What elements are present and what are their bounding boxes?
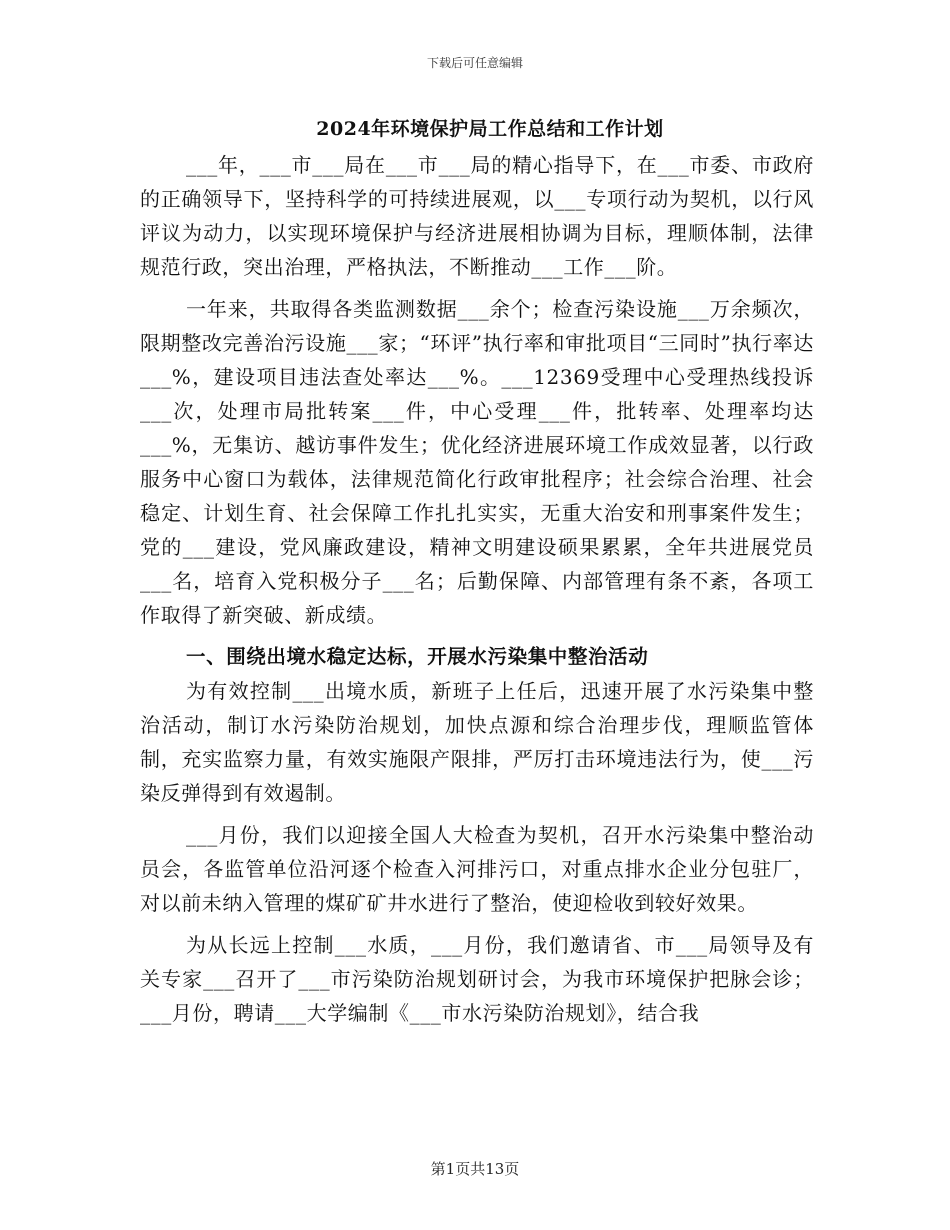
paragraph-intro: ___年，___市___局在___市___局的精心指导下，在___市委、市政府的正确领导下，坚持科学的可持续进展观，以___专项行动为契机，以行风评议为动力，以实现环境保护与经济进展相协调为目标，理顺体制，法律规范行政，突出治理，严格执法，不断推动___工作___阶。 xyxy=(140,153,814,279)
section-heading-1: 一、围绕出境水稳定达标，开展水污染集中整治活动 xyxy=(186,645,649,668)
document-body xyxy=(140,148,814,1030)
paragraph-planning: 为从长远上控制___水质，___月份，我们邀请省、市___局领导及有关专家___召开了___市污染防治规划研讨会，为我市环境保护把脉会诊；___月份，聘请___大学编制《___市水污染防治规划》，结合我 xyxy=(140,933,814,1025)
paragraph-inspection: ___月份，我们以迎接全国人大检查为契机，召开水污染集中整治动员会，各监管单位沿河逐个检查入河排污口，对重点排水企业分包驻厂，对以前未纳入管理的煤矿矿井水进行了整治，使迎检收到较好效果。 xyxy=(140,823,814,915)
page-number: 第1页共13页 xyxy=(430,1160,520,1178)
paragraph-water-control: 为有效控制___出境水质，新班子上任后，迅速开展了水污染集中整治活动，制订水污染防治规划，加快点源和综合治理步伐，理顺监管体制，充实监察力量，有效实施限产限排，严厉打击环境违法行为，使___污染反弹得到有效遏制。 xyxy=(140,679,814,805)
paragraph-summary: 一年来，共取得各类监测数据___余个；检查污染设施___万余频次，限期整改完善治污设施___家；“环评”执行率和审批项目“三同时”执行率达___%，建设项目违法查处率达___%。___12369受理中心受理热线投诉___次，处理市局批转案___件，中心受理___件，批转率、处理率均达___%，无集访、越访事件发生；优化经济进展环境工作成效显著，以行政服务中心窗口为载体，法律规范简化行政审批程序；社会综合治理、社会稳定、计划生育、社会保障工作扎扎实实，无重大治安和刑事案件发生；党的___建设，党风廉政建设，精神文明建设硕果累累，全年共进展党员___名，培育入党积极分子___名；后勤保障、内部管理有条不紊，各项工作取得了新突破、新成绩。 xyxy=(140,297,814,627)
document-title: 2024年环境保护局工作总结和工作计划 xyxy=(316,118,664,140)
header-note: 下载后可任意编辑 xyxy=(426,56,523,70)
